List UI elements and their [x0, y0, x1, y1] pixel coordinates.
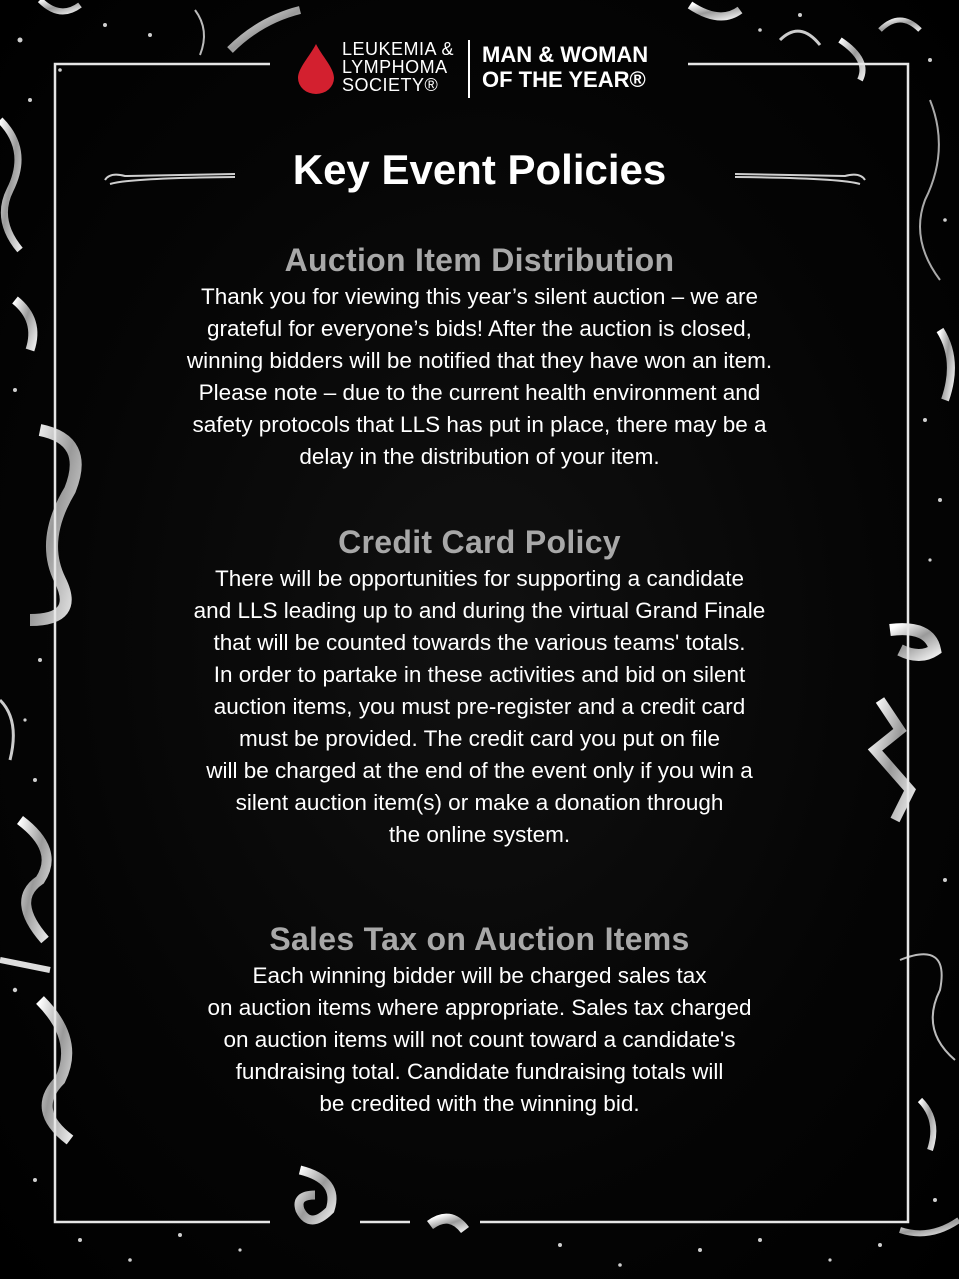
section-body: [100, 960, 859, 1120]
blood-drop-icon: [298, 44, 334, 94]
section-heading: Credit Card Policy: [338, 524, 621, 560]
body-line: In order to partake in these activities and bid on silent: [213, 662, 746, 687]
org-line-3: SOCIETY®: [342, 75, 439, 95]
body-line: Each winning bidder will be charged sales tax: [252, 963, 707, 988]
body-line: delay in the distribution of your item.: [299, 444, 660, 469]
body-line: auction items, you must pre-register and a credit card: [213, 694, 746, 719]
body-line: silent auction item(s) or make a donation through: [235, 790, 724, 815]
body-line: be credited with the winning bid.: [319, 1091, 640, 1116]
body-line: fundraising total. Candidate fundraising totals will: [235, 1059, 724, 1084]
section-auction-item-distribution: [100, 242, 859, 473]
body-line: and LLS leading up to and during the virtual Grand Finale: [193, 598, 766, 623]
section-credit-card-policy: [100, 524, 859, 851]
body-line: on auction items will not count toward a candidate's: [223, 1027, 736, 1052]
section-body: [100, 281, 859, 473]
body-line: Please note – due to the current health environment and: [198, 380, 761, 405]
body-line: winning bidders will be notified that they have won an item.: [186, 348, 773, 373]
event-logo: [298, 38, 678, 102]
logo-divider: [468, 40, 470, 98]
org-line-1: LEUKEMIA &: [342, 39, 455, 59]
section-heading: Sales Tax on Auction Items: [269, 921, 690, 957]
org-line-2: LYMPHOMA: [342, 57, 448, 77]
event-line-2: OF THE YEAR®: [482, 67, 646, 92]
section-sales-tax: [100, 921, 859, 1120]
body-line: Thank you for viewing this year’s silent auction – we are: [201, 284, 758, 309]
body-line: must be provided. The credit card you put on file: [238, 726, 721, 751]
body-line: on auction items where appropriate. Sales tax charged: [207, 995, 752, 1020]
body-line: safety protocols that LLS has put in place, there may be a: [192, 412, 767, 437]
organization-name: [342, 40, 454, 94]
section-body: [100, 563, 859, 851]
page-title: Key Event Policies: [292, 146, 667, 193]
body-line: the online system.: [388, 822, 571, 847]
body-line: There will be opportunities for supporting a candidate: [214, 566, 745, 591]
body-line: that will be counted towards the various teams' totals.: [213, 630, 746, 655]
event-line-1: MAN & WOMAN: [482, 42, 649, 67]
event-name: [482, 42, 648, 92]
body-line: will be charged at the end of the event only if you win a: [206, 758, 753, 783]
section-heading: Auction Item Distribution: [284, 242, 675, 278]
body-line: grateful for everyone’s bids! After the auction is closed,: [207, 316, 752, 341]
